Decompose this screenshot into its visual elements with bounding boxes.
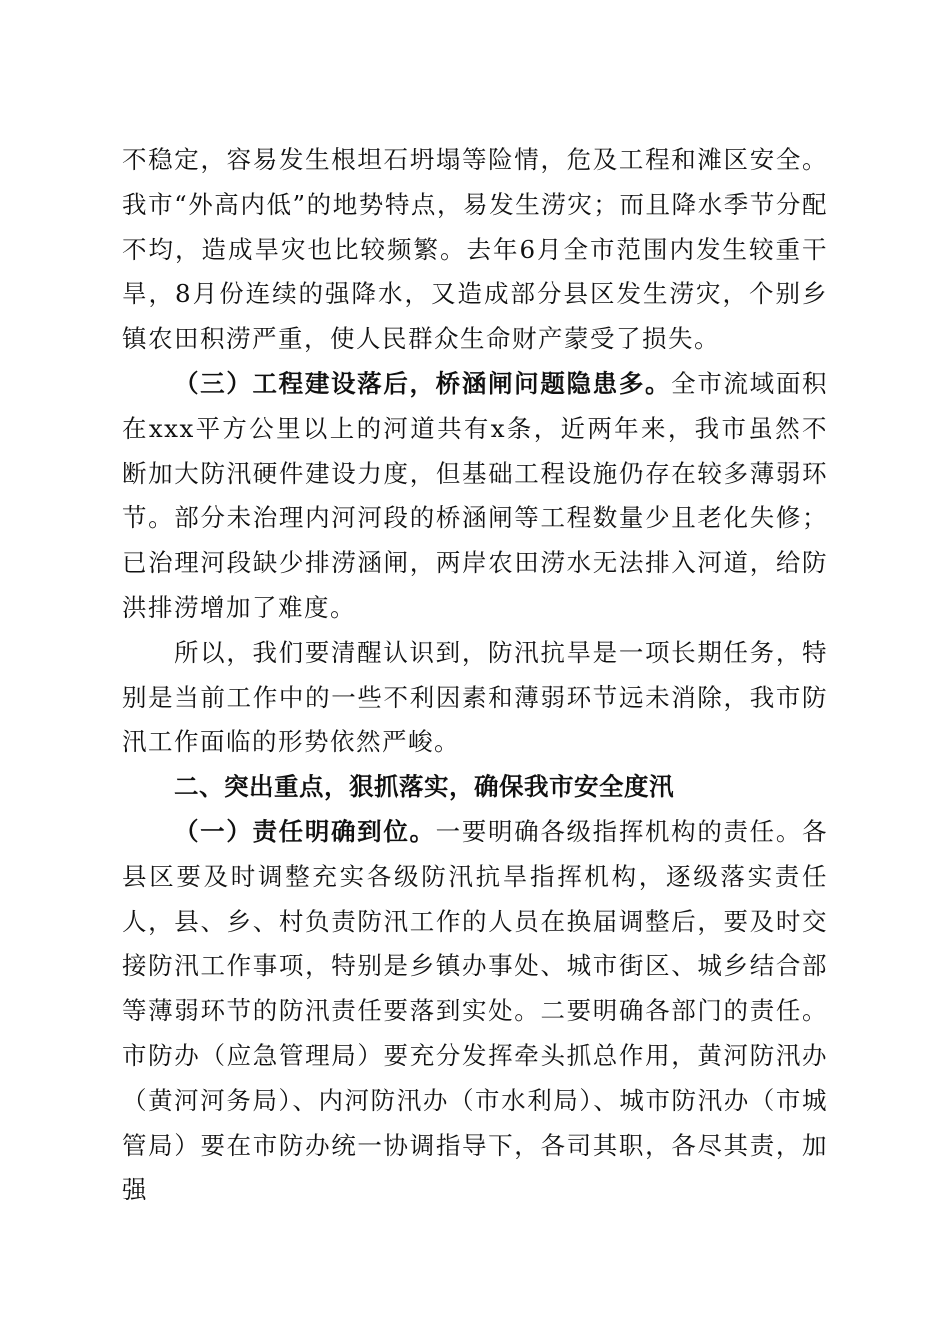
paragraph-lead-heading: （一）责任明确到位。 <box>174 816 436 846</box>
section-heading: 二、突出重点，狠抓落实，确保我市安全度汛 <box>174 772 674 802</box>
paragraph-summary: 所以，我们要清醒认识到，防汛抗旱是一项长期任务，特别是当前工作中的一些不利因素和薄弱环节远未消除，我市防汛工作面临的形势依然严峻。 <box>122 637 828 757</box>
paragraph-body-text: 全市流域面积在xxx平方公里以上的河道共有x条，近两年来，我市虽然不断加大防汛硬件建设力度，但基础工程设施仍存在较多薄弱环节。部分未治理内河河段的桥涵闸等工程数量少且老化失修；已治理河段缺少排涝涵闸，两岸农田涝水无法排入河道，给防洪排涝增加了难度。 <box>122 368 829 622</box>
paragraph-body-text: 一要明确各级指挥机构的责任。各县区要及时调整充实各级防汛抗旱指挥机构，逐级落实责任人，县、乡、村负责防汛工作的人员在换届调整后，要及时交接防汛工作事项，特别是乡镇办事处、城市街区、城乡结合部等薄弱环节的防汛责任要落到实处。二要明确各部门的责任。市防办（应急管理局）要充分发挥牵头抓总作用，黄河防汛办（黄河河务局）、内河防汛办（市水利局）、城市防汛办（市城管局）要在市防办统一协调指导下，各司其职，各尽其责，加强 <box>122 816 829 1205</box>
paragraph-engineering-issues <box>122 362 828 631</box>
paragraph-lead-heading: （三）工程建设落后，桥涵闸问题隐患多。 <box>174 368 672 398</box>
paragraph-continuation: 不稳定，容易发生根坦石坍塌等险情，危及工程和滩区安全。我市“外高内低”的地势特点，易发生涝灾；而且降水季节分配不均，造成旱灾也比较频繁。去年6月全市范围内发生较重干旱，8月份连续的强降水，又造成部分县区发生涝灾，个别乡镇农田积涝严重，使人民群众生命财产蒙受了损失。 <box>122 145 828 354</box>
document-body <box>122 138 828 1213</box>
paragraph-responsibility <box>122 810 828 1213</box>
